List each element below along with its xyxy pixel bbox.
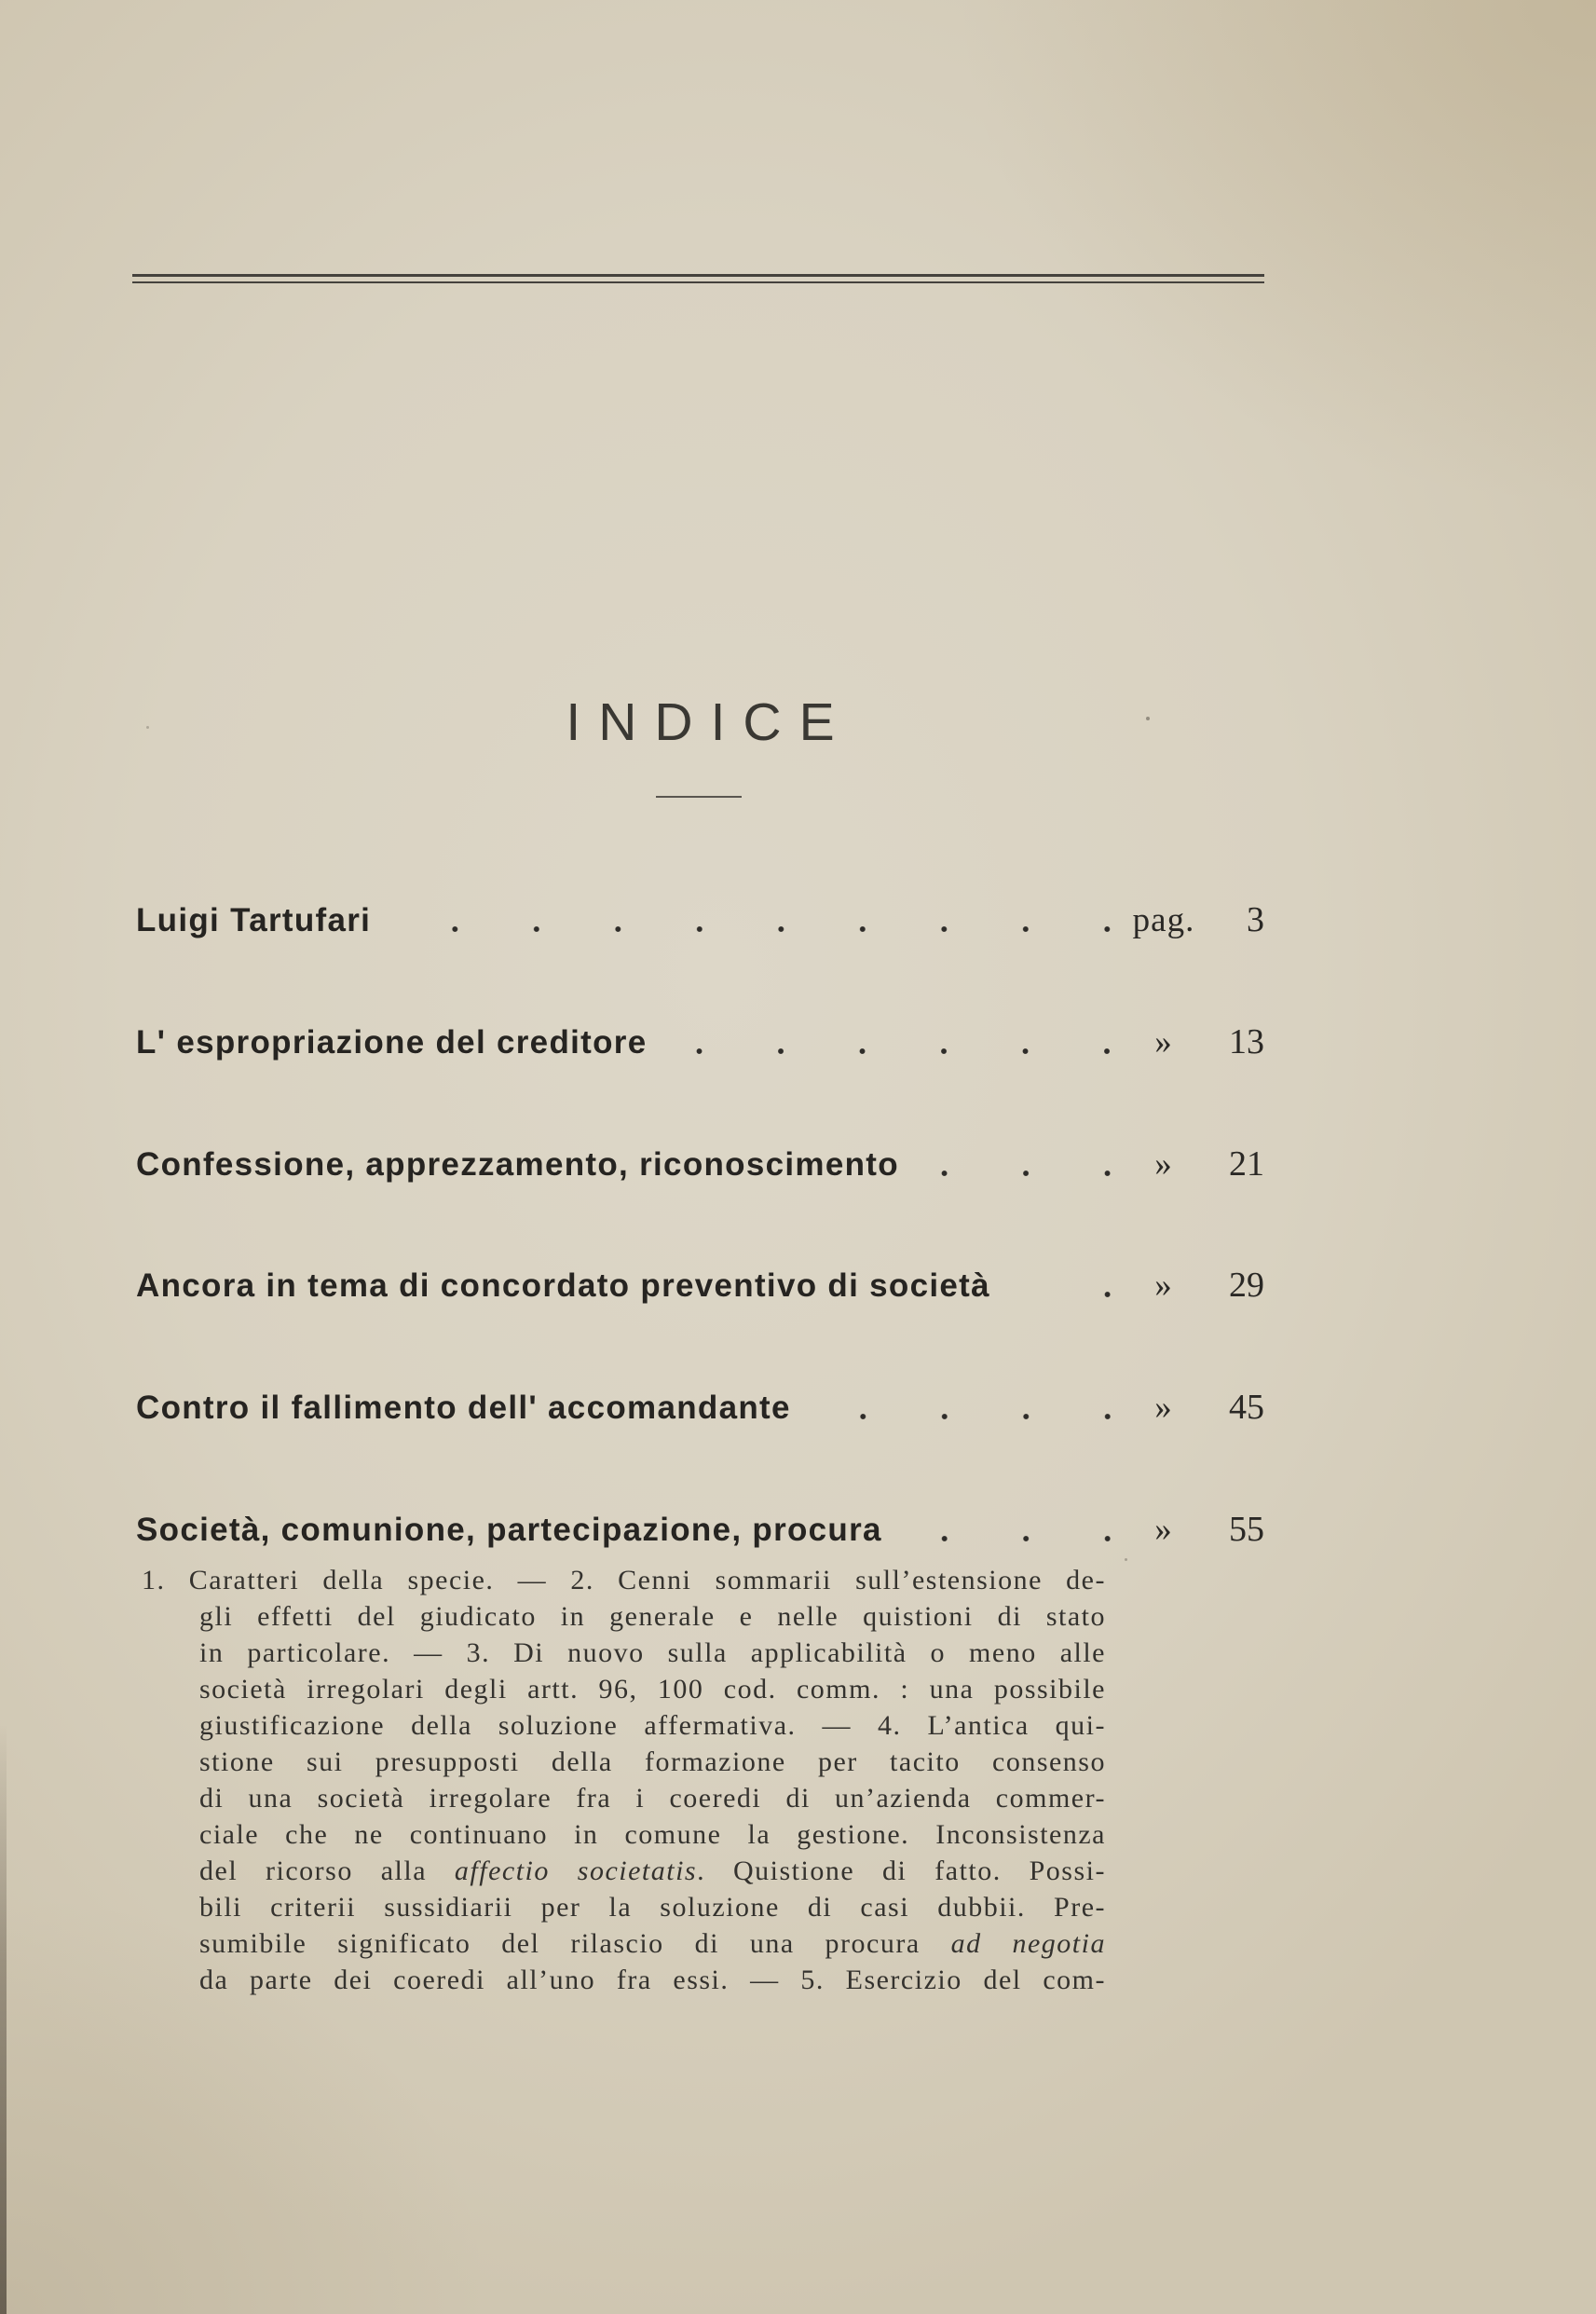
toc-page-number: 3: [1247, 900, 1264, 939]
toc-dot-leader: [940, 1145, 1118, 1183]
toc-page-marker: »: [1154, 1510, 1173, 1549]
toc-entry-title: Società, comunione, partecipazione, procura: [136, 1511, 882, 1548]
toc-entry-title: Confessione, apprezzamento, riconoscimento: [136, 1145, 899, 1183]
summary-line: di una società irregolare fra i coeredi di un’azienda commer-: [199, 1783, 1106, 1814]
toc-page-number: 13: [1229, 1021, 1264, 1061]
summary-line: [199, 1853, 1106, 1889]
summary-line: stione sui presupposti della formazione per tacito consenso: [199, 1746, 1106, 1777]
toc-dot-leader: [832, 1389, 1118, 1426]
summary-text: del ricorso alla: [199, 1855, 455, 1886]
toc-entry: [136, 1023, 1264, 1145]
summary-line: 1. Caratteri della specie. — 2. Cenni sommarii sull’estensione de-: [142, 1565, 1106, 1595]
summary-line: gli effetti del giudicato in generale e nelle quistioni di stato: [199, 1601, 1106, 1632]
toc-dot-leader: [688, 1023, 1118, 1061]
toc-dot-leader: [923, 1511, 1118, 1548]
toc-entry: [136, 1267, 1264, 1389]
summary-italic-term: affectio societatis: [454, 1855, 698, 1886]
chapter-summary: [142, 1562, 1106, 1998]
toc-entry: [136, 901, 1264, 1023]
toc-entry: [136, 1145, 1264, 1267]
toc-page-number: 21: [1229, 1143, 1264, 1184]
toc-page-marker: pag.: [1132, 901, 1195, 939]
toc-page-number: 45: [1229, 1388, 1264, 1428]
table-of-contents: [136, 901, 1264, 1633]
page-edge-shadow: [0, 1724, 7, 2314]
summary-text: sumibile significato del rilascio di una procura: [199, 1928, 951, 1959]
summary-italic-term: ad negotia: [950, 1928, 1106, 1959]
toc-dot-leader: [412, 901, 1118, 938]
toc-entry-title: Luigi Tartufari: [136, 902, 372, 938]
toc-page-number: 55: [1229, 1509, 1264, 1549]
toc-entry-title: L' espropriazione del creditore: [136, 1023, 648, 1061]
toc-page-marker: »: [1154, 1389, 1173, 1428]
toc-entry-title: Ancora in tema di concordato preventivo di società: [136, 1267, 990, 1305]
summary-line: ciale che ne continuano in comune la gestione. Inconsistenza: [199, 1819, 1106, 1850]
toc-entry-title: Contro il fallimento dell' accomandante: [136, 1390, 791, 1427]
top-double-rule: [132, 274, 1264, 283]
toc-page-number: 29: [1229, 1266, 1264, 1306]
toc-dot-leader: [1031, 1267, 1118, 1304]
summary-line: giustificazione della soluzione affermativa. — 4. L’antica qui-: [199, 1710, 1106, 1741]
summary-line: bili criterii sussidiarii per la soluzione di casi dubbii. Pre-: [199, 1892, 1106, 1923]
summary-line: società irregolari degli artt. 96, 100 cod. comm. : una possibile: [199, 1674, 1106, 1705]
toc-page-marker: »: [1154, 1022, 1173, 1061]
summary-line: in particolare. — 3. Di nuovo sulla applicabilità o meno alle: [199, 1637, 1106, 1668]
summary-text: . Quistione di fatto. Possi-: [697, 1855, 1106, 1886]
toc-entry: [136, 1389, 1264, 1511]
toc-page-marker: »: [1154, 1144, 1173, 1184]
index-title: INDICE: [566, 692, 853, 752]
summary-line: da parte dei coeredi all’uno fra essi. — 5. Esercizio del com-: [199, 1965, 1106, 1995]
toc-page-marker: »: [1154, 1267, 1173, 1306]
title-underline-rule: [656, 796, 742, 798]
summary-line: [199, 1925, 1106, 1962]
